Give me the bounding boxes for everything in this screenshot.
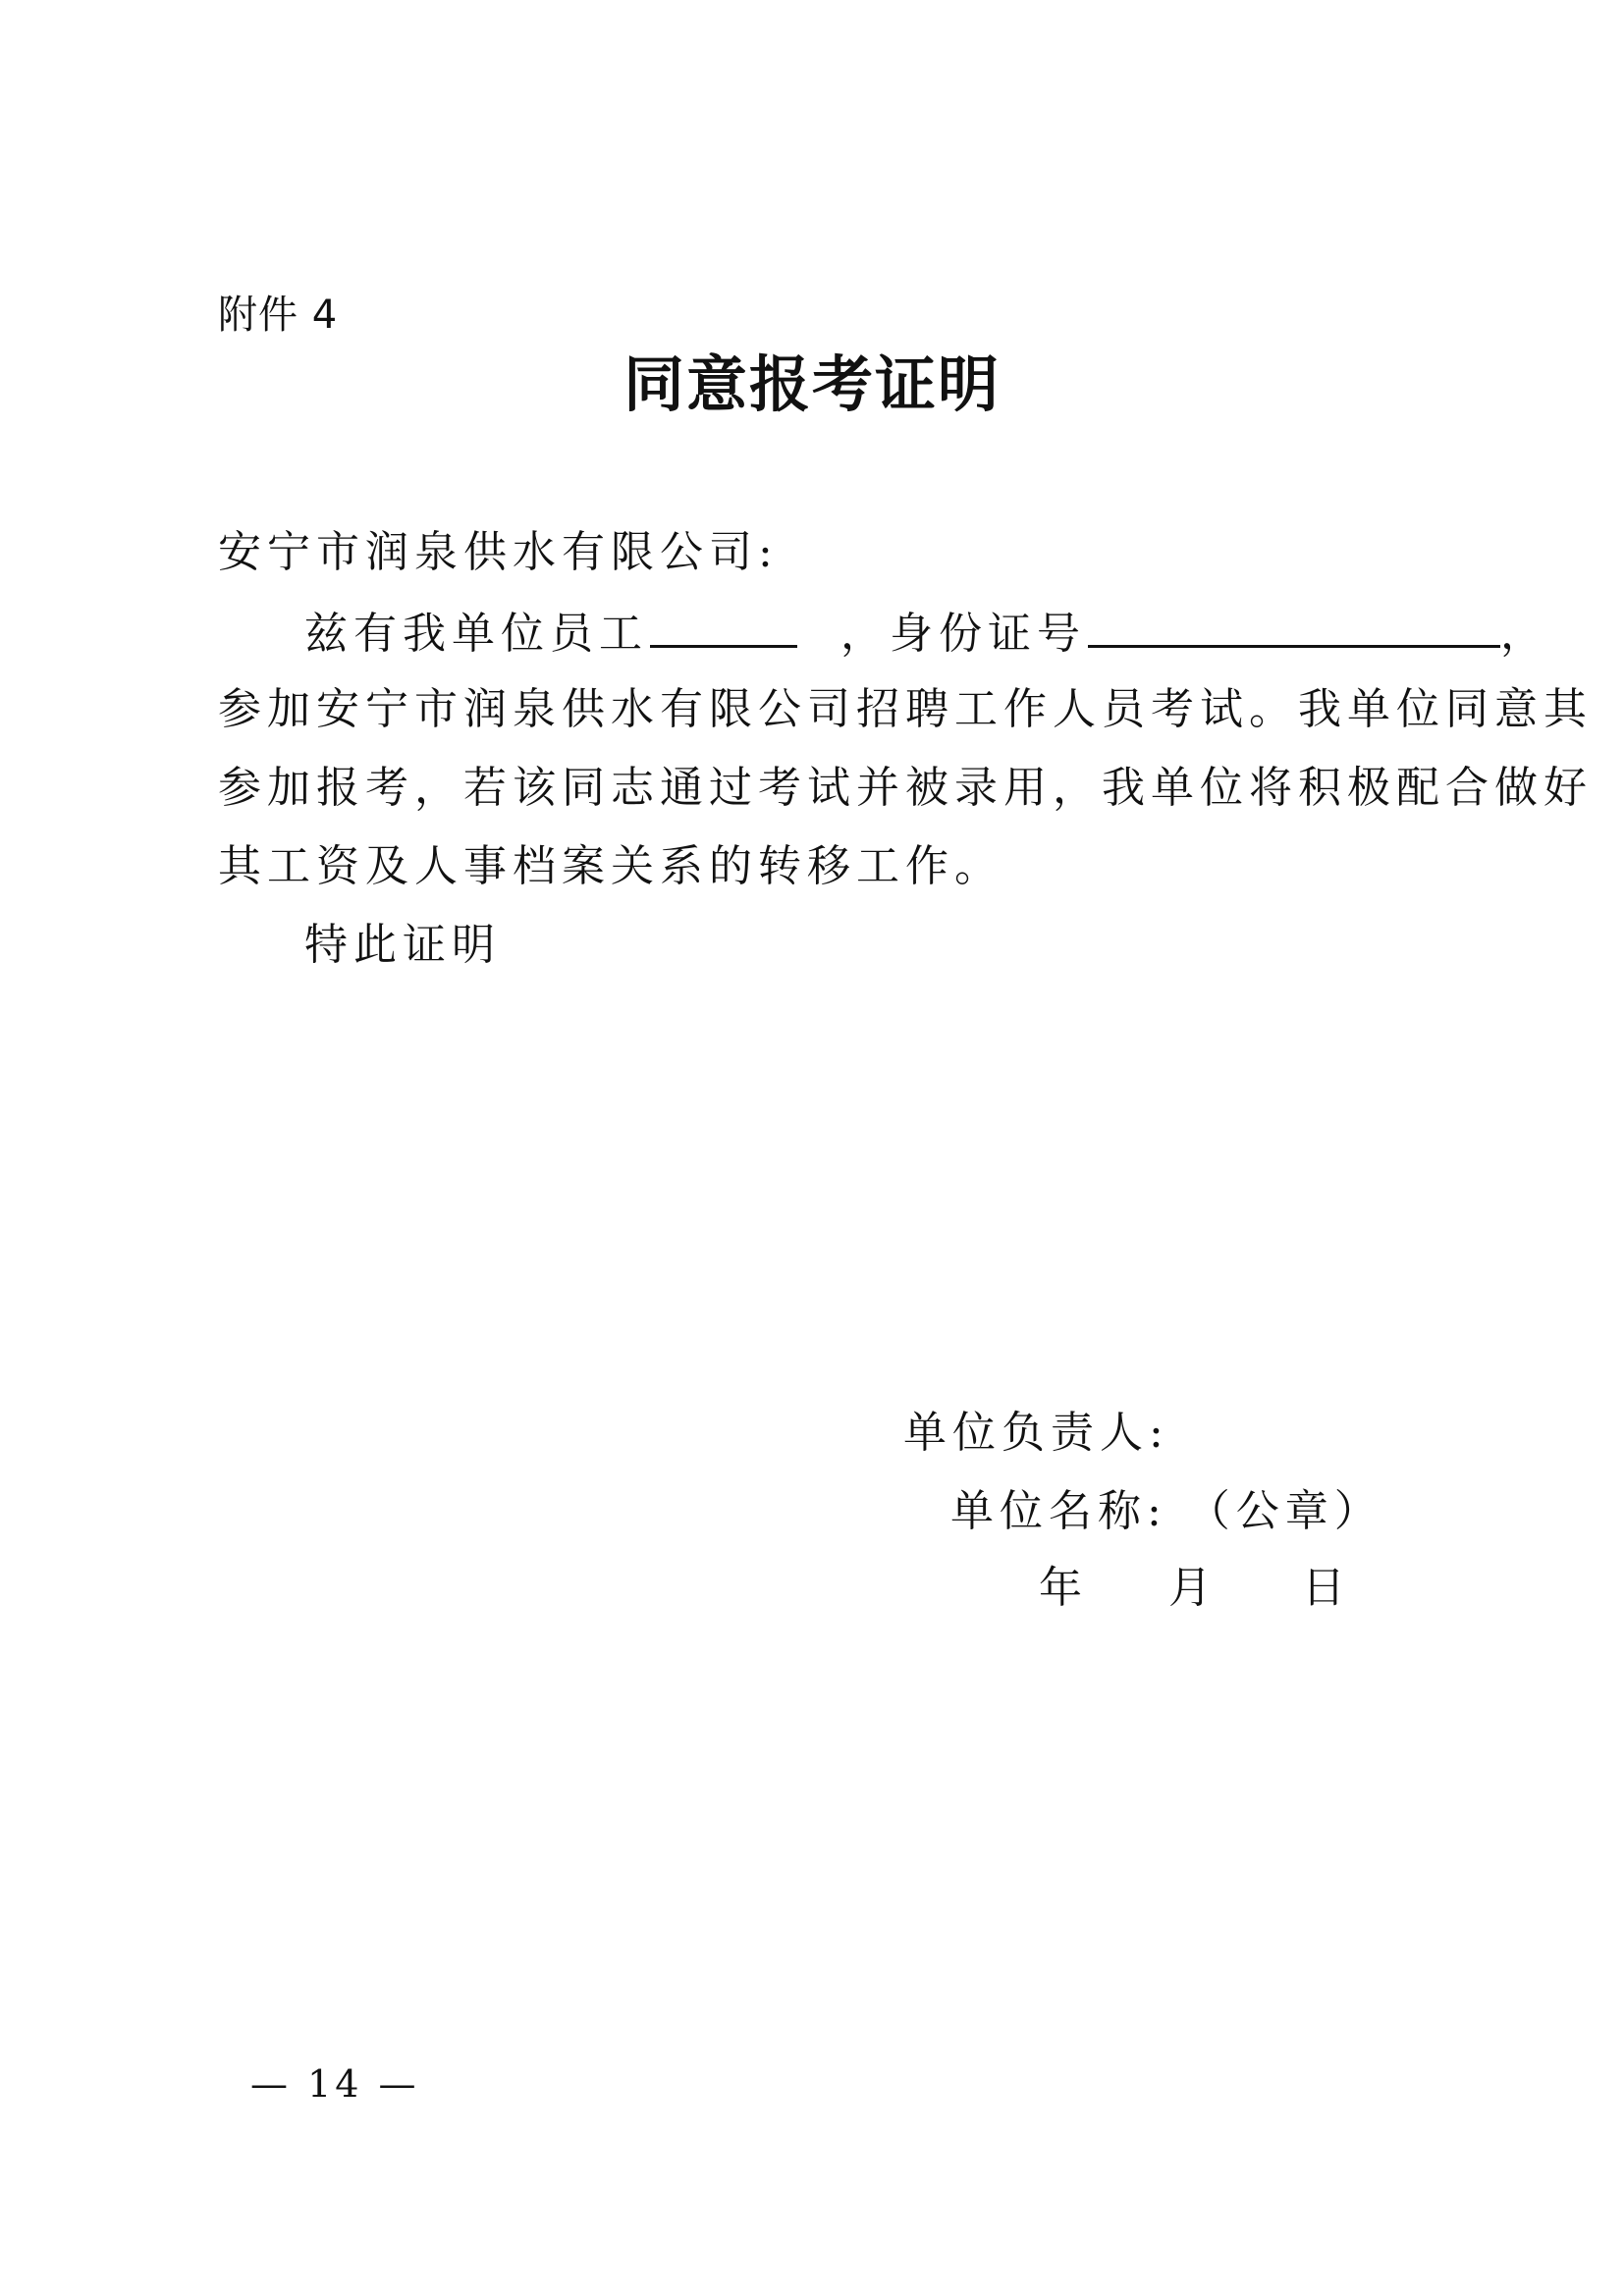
employee-intro-text: 兹有我单位员工: [304, 609, 648, 659]
employee-name-blank[interactable]: [650, 602, 797, 648]
line-end-comma: ，: [1500, 609, 1549, 659]
attachment-label: 附件 4: [218, 293, 339, 338]
page-number: — 14 —: [250, 2062, 420, 2106]
date-year-label: 年: [1039, 1563, 1082, 1613]
body-line-1: [304, 602, 1549, 664]
body-line-2: 参加安宁市润泉供水有限公司招聘工作人员考试。我单位同意其: [218, 684, 1593, 734]
body-line-4: 其工资及人事档案关系的转移工作。: [218, 841, 1003, 891]
date-day-label: 日: [1302, 1563, 1345, 1613]
id-number-blank[interactable]: [1088, 602, 1500, 648]
id-number-label: ，身份证号: [840, 609, 1086, 659]
body-line-3: 参加报考，若该同志通过考试并被录用，我单位将积极配合做好: [218, 763, 1593, 813]
document-title: 同意报考证明: [623, 348, 1001, 420]
unit-name-label: 单位名称: （公章）: [950, 1486, 1383, 1536]
closing-statement: 特此证明: [304, 920, 501, 970]
responsible-person-label: 单位负责人:: [903, 1408, 1169, 1458]
addressee: 安宁市润泉供水有限公司:: [218, 527, 779, 577]
date-month-label: 月: [1168, 1563, 1212, 1613]
